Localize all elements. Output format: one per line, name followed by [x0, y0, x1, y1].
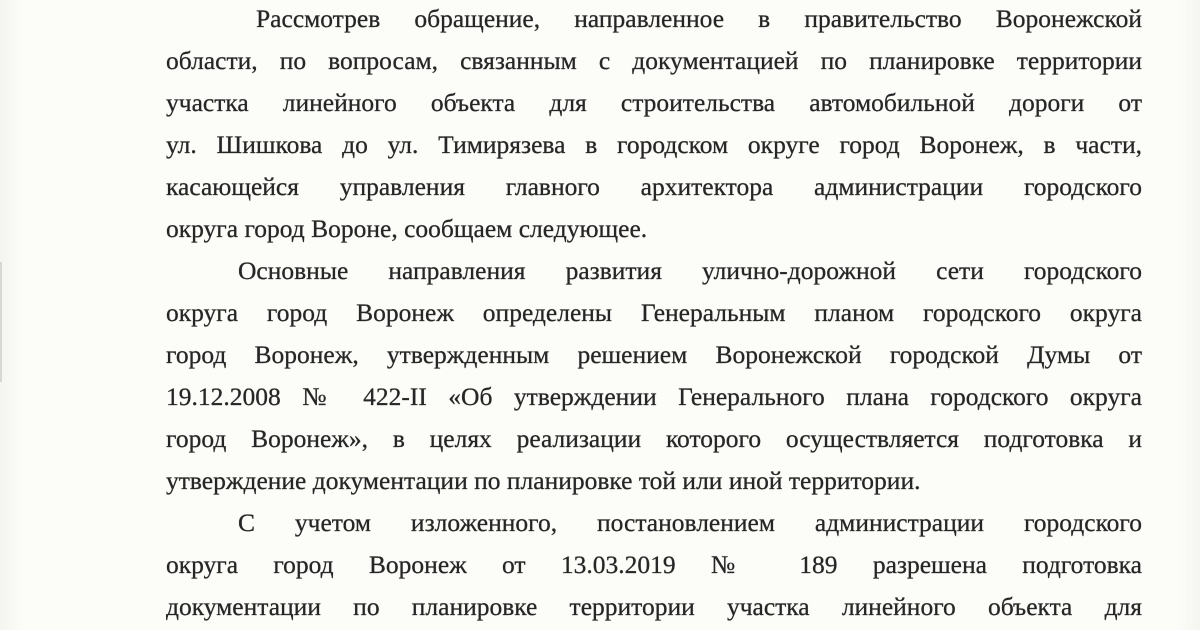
- paragraph-line: округа город Вороне, сообщаем следующее.: [166, 214, 648, 243]
- paragraph-line: город Воронеж», в целях реализации которого осуществляется подготовка и: [166, 424, 1142, 453]
- paragraph-line: утверждение документации по планировке той или иной территории.: [166, 466, 921, 495]
- paragraph-line: касающейся управления главного архитектора администрации городского: [166, 172, 1142, 201]
- document-body: [166, 0, 1142, 628]
- paragraph-line: ул. Шишкова до ул. Тимирязева в городском округе город Воронеж, в части,: [166, 130, 1142, 159]
- paragraph-line: округа город Воронеж от 13.03.2019 № 189 разрешена подготовка: [166, 550, 1142, 579]
- paragraph-line: области, по вопросам, связанным с документацией по планировке территории: [166, 46, 1142, 75]
- paragraph-line: 19.12.2008 № 422-II «Об утверждении Генерального плана городского округа: [166, 382, 1142, 411]
- paragraph-1: [166, 0, 1142, 250]
- paragraph-3: [166, 502, 1142, 628]
- paragraph-line: Основные направления развития улично-дорожной сети городского: [238, 256, 1142, 285]
- paragraph-line: город Воронеж, утвержденным решением Воронежской городской Думы от: [166, 340, 1142, 369]
- paragraph-line: Рассмотрев обращение, направленное в правительство Воронежской: [256, 4, 1142, 33]
- scan-edge-shadow: [0, 262, 2, 382]
- paragraph-2: [166, 250, 1142, 502]
- paragraph-line: С учетом изложенного, постановлением администрации городского: [238, 508, 1142, 537]
- paragraph-line: документации по планировке территории участка линейного объекта для: [166, 592, 1142, 621]
- paragraph-line: участка линейного объекта для строительства автомобильной дороги от: [166, 88, 1142, 117]
- paragraph-line: округа город Воронеж определены Генеральным планом городского округа: [166, 298, 1142, 327]
